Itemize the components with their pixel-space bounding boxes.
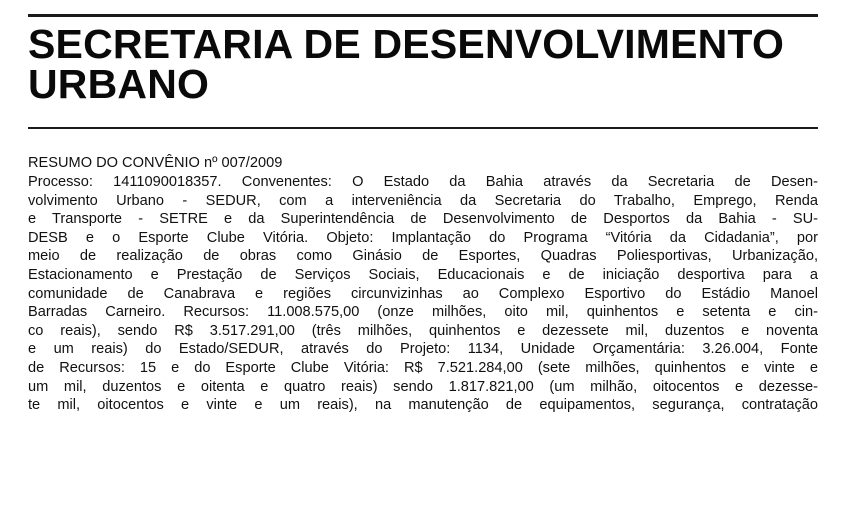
top-rule <box>28 14 818 17</box>
notice-line: Barradas Carneiro. Recursos: 11.008.575,00 (onze milhões, oito mil, quinhentos e setenta e cin- <box>28 304 818 321</box>
notice-line: co reais), sendo R$ 3.517.291,00 (três milhões, quinhentos e dezessete mil, duzentos e noventa <box>28 322 818 339</box>
notice-body <box>28 173 818 415</box>
notice-line: um mil, duzentos e oitenta e quatro reais) sendo 1.817.821,00 (um milhão, oitocentos e dezesse- <box>28 378 818 395</box>
notice-line: DESB e o Esporte Clube Vitória. Objeto: Implantação do Programa “Vitória da Cidadania”, por <box>28 229 818 246</box>
notice-line: te mil, oitocentos e vinte e um reais), na manutenção de equipamentos, segurança, contratação <box>28 397 818 414</box>
notice-line: de Recursos: 15 e do Esporte Clube Vitória: R$ 7.521.284,00 (sete milhões, quinhentos e vinte e <box>28 359 818 376</box>
notice-line: volvimento Urbano - SEDUR, com a interveniência da Secretaria do Trabalho, Emprego, Renda <box>28 192 818 209</box>
notice-line: Processo: 1411090018357. Convenentes: O Estado da Bahia através da Secretaria de Desen- <box>28 174 818 190</box>
notice-line: e Transporte - SETRE e da Superintendência de Desenvolvimento de Desportos da Bahia - SU- <box>28 211 818 228</box>
notice-heading: RESUMO DO CONVÊNIO nº 007/2009 <box>28 155 283 171</box>
document-page <box>28 0 834 518</box>
title-underline-rule <box>28 127 818 129</box>
notice-line: comunidade de Canabrava e regiões circunvizinhas ao Complexo Esportivo do Estádio Manoel <box>28 285 818 302</box>
notice-line: e um reais) do Estado/SEDUR, através do Projeto: 1134, Unidade Orçamentária: 3.26.004, Fonte <box>28 341 818 358</box>
notice-line: Estacionamento e Prestação de Serviços Sociais, Educacionais e de iniciação desportiva para a <box>28 266 818 283</box>
notice-line: meio de realização de obras como Ginásio de Esportes, Quadras Poliesportivas, Urbanização, <box>28 248 818 265</box>
section-title: SECRETARIA DE DESENVOLVIMENTO URBANO <box>28 21 785 107</box>
